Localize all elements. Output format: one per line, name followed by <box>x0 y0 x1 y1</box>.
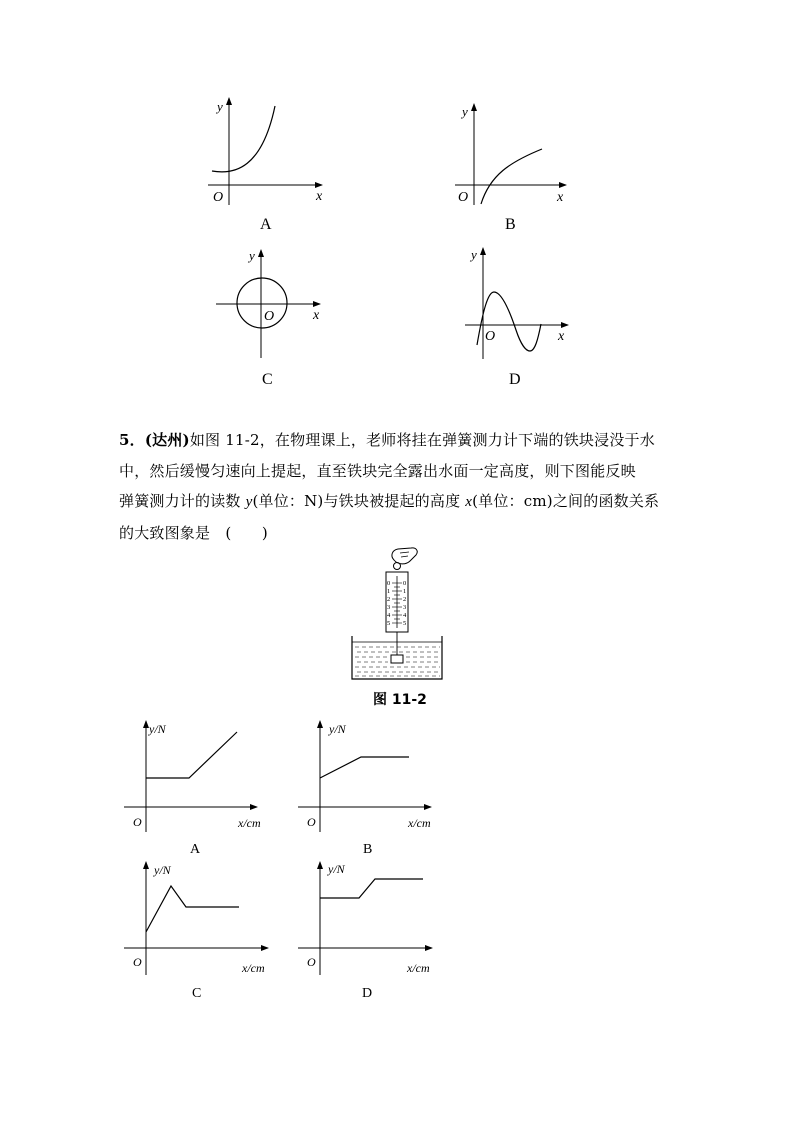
option-label-d: D <box>362 986 373 1001</box>
option-label-a: A <box>260 216 272 233</box>
x-label: x <box>558 329 565 344</box>
y-label: y/N <box>329 722 346 736</box>
svg-text:5: 5 <box>403 620 407 627</box>
origin-label: O <box>307 815 316 829</box>
origin-label: O <box>307 955 316 969</box>
svg-text:1: 1 <box>387 588 391 595</box>
svg-text:2: 2 <box>403 596 407 603</box>
origin-label: O <box>133 815 142 829</box>
option-label-c: C <box>192 986 202 1001</box>
svg-text:0: 0 <box>403 580 407 587</box>
x-label: x/cm <box>242 961 265 975</box>
origin-label: O <box>213 190 224 205</box>
x-label: x/cm <box>238 816 261 830</box>
y-label: y <box>249 248 255 263</box>
answer-graph-a <box>124 721 261 857</box>
graph-line <box>146 886 239 932</box>
origin-label: O <box>264 309 275 324</box>
option-label-c: C <box>262 371 273 388</box>
y-label: y <box>217 99 223 114</box>
var-y: y <box>245 494 253 510</box>
question-number: 5． <box>119 431 145 449</box>
graph-line <box>320 879 423 898</box>
svg-text:0: 0 <box>387 580 391 587</box>
option-label-b: B <box>363 842 373 857</box>
question-text-1: 如图 11-2，在物理课上，老师将挂在弹簧测力计下端的铁块浸没于水 <box>189 431 655 449</box>
answer-graph-c <box>124 862 268 1001</box>
origin-label: O <box>133 955 142 969</box>
figure-caption: 图 11-2 <box>373 692 427 708</box>
option-label-b: B <box>505 216 516 233</box>
origin-label: O <box>458 190 469 205</box>
question-line-2: 中，然后缓慢匀速向上提起，直至铁块完全露出水面一定高度，则下图能反映 <box>119 461 636 480</box>
y-label: y/N <box>149 722 166 736</box>
x-label: x/cm <box>407 961 430 975</box>
var-x: x <box>465 494 473 510</box>
option-label-a: A <box>190 842 201 857</box>
y-label: y/N <box>154 863 171 877</box>
answer-graph-d <box>298 862 432 1001</box>
y-label: y <box>471 247 477 262</box>
graph-line <box>146 732 237 778</box>
question-source: (达州) <box>144 431 190 449</box>
question-line-3: 弹簧测力计的读数 y(单位：N)与铁块被提起的高度 x(单位：cm)之间的函数关系 <box>119 492 660 510</box>
answer-graph-b <box>298 721 431 857</box>
svg-text:2: 2 <box>387 596 391 603</box>
y-label: y <box>462 104 468 119</box>
svg-text:3: 3 <box>387 604 391 611</box>
x-label: x <box>316 189 323 204</box>
x-label: x <box>557 190 564 205</box>
question-line-4: 的大致图象是 ( ) <box>119 523 268 542</box>
svg-text:3: 3 <box>403 604 407 611</box>
svg-text:4: 4 <box>387 612 391 619</box>
svg-text:5: 5 <box>387 620 391 627</box>
x-label: x <box>313 308 320 323</box>
origin-label: O <box>485 329 496 344</box>
svg-text:1: 1 <box>403 588 407 595</box>
svg-text:4: 4 <box>403 612 407 619</box>
x-label: x/cm <box>408 816 431 830</box>
graph-line <box>320 757 409 778</box>
option-label-d: D <box>509 371 521 388</box>
y-label: y/N <box>328 862 345 876</box>
